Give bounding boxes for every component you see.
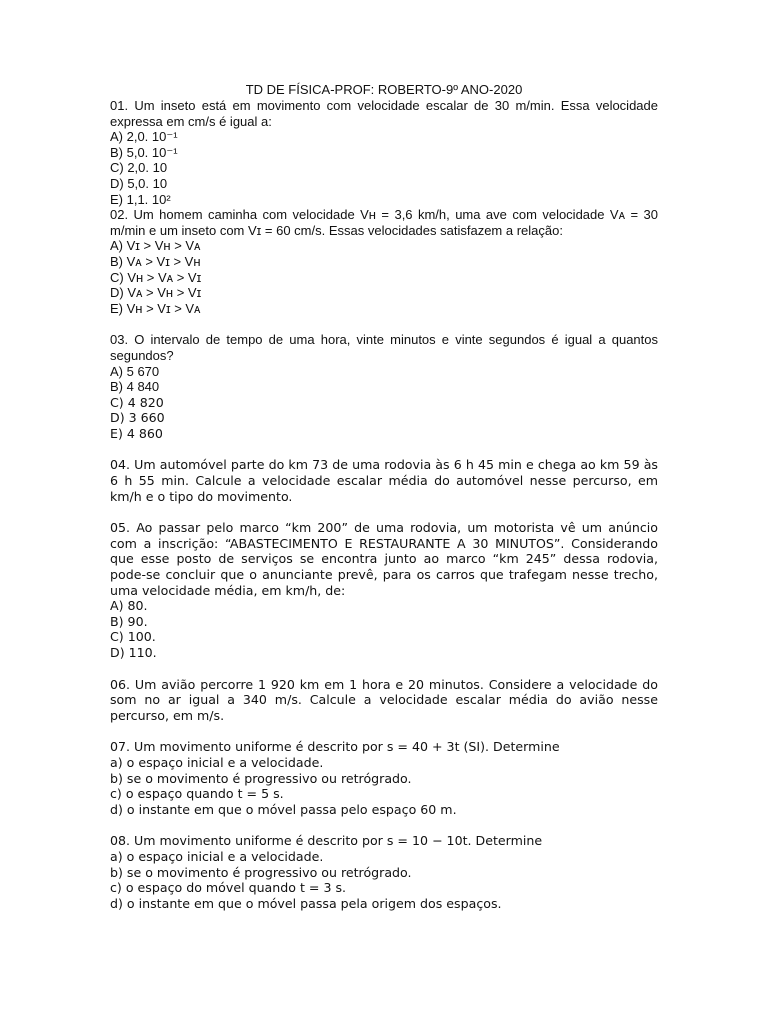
question-03	[110, 332, 658, 441]
question-02-stem: 02. Um homem caminha com velocidade Vʜ = 3,6 km/h, uma ave com velocidade Vᴀ = 30 m/min e um inseto com Vɪ = 60 cm/s. Essas velocidades satisfazem a relação:	[110, 207, 658, 238]
question-01	[110, 98, 658, 207]
spacer	[110, 316, 658, 332]
question-02-option-b: B) Vᴀ > Vɪ > Vʜ	[110, 253, 201, 269]
question-06-stem: 06. Um avião percorre 1 920 km em 1 hora e 20 minutos. Considere a velocidade do som no ar igual a 340 m/s. Calcule a velocidade escalar média do avião nesse percurso, em m/s.	[110, 676, 658, 723]
question-01-option-c: C) 2,0. 10	[110, 160, 168, 176]
worksheet-page	[110, 82, 658, 911]
question-05-option-c: C) 100.	[110, 629, 156, 645]
question-08-item-d: d) o instante em que o móvel passa pela origem dos espaços.	[110, 895, 502, 911]
question-07-item-b: b) se o movimento é progressivo ou retrógrado.	[110, 770, 412, 786]
question-08-item-b: b) se o movimento é progressivo ou retrógrado.	[110, 864, 412, 880]
question-02-option-a: A) Vɪ > Vʜ > Vᴀ	[110, 238, 201, 254]
question-07-item-d: d) o instante em que o móvel passa pelo espaço 60 m.	[110, 801, 457, 817]
question-07-stem: 07. Um movimento uniforme é descrito por s = 40 + 3t (SI). Determine	[110, 739, 560, 755]
document-title: TD DE FÍSICA-PROF: ROBERTO-9º ANO-2020	[245, 82, 523, 97]
question-08-stem: 08. Um movimento uniforme é descrito por s = 10 − 10t. Determine	[110, 833, 543, 849]
question-02-option-e: E) Vʜ > Vɪ > Vᴀ	[110, 300, 201, 316]
question-07	[110, 739, 658, 817]
question-03-stem: 03. O intervalo de tempo de uma hora, vinte minutos e vinte segundos é igual a quantos segundos?	[110, 332, 658, 363]
question-04	[110, 457, 658, 504]
spacer	[110, 661, 658, 677]
question-01-option-e: E) 1,1. 10²	[110, 191, 171, 207]
question-04-stem: 04. Um automóvel parte do km 73 de uma rodovia às 6 h 45 min e chega ao km 59 às 6 h 55 min. Calcule a velocidade escalar média do automóvel nesse percurso, em km/h e o tipo do movimento.	[110, 457, 658, 504]
question-08-item-a: a) o espaço inicial e a velocidade.	[110, 848, 324, 864]
question-01-option-b: B) 5,0. 10⁻¹	[110, 144, 178, 160]
question-03-option-e: E) 4 860	[110, 425, 163, 441]
question-05-stem: 05. Ao passar pelo marco “km 200” de uma rodovia, um motorista vê um anúncio com a inscrição: “ABASTECIMENTO E RESTAURANTE A 30 MINUTOS”. Considerando que esse posto de serviços se encontra junto ao marco “km 245” dessa rodovia, pode-se concluir que o anunciante prevê, para os carros que trafegam nesse trecho, uma velocidade média, em km/h, de:	[110, 520, 658, 598]
question-05-option-d: D) 110.	[110, 645, 157, 660]
spacer	[110, 441, 658, 457]
question-07-item-c: c) o espaço quando t = 5 s.	[110, 786, 284, 802]
question-01-stem: 01. Um inseto está em movimento com velocidade escalar de 30 m/min. Essa velocidade expressa em cm/s é igual a:	[110, 98, 658, 129]
question-01-option-a: A) 2,0. 10⁻¹	[110, 129, 178, 145]
question-05-option-a: A) 80.	[110, 598, 148, 614]
question-06	[110, 677, 658, 724]
question-02-option-d: D) Vᴀ > Vʜ > Vɪ	[110, 285, 202, 301]
question-05	[110, 520, 658, 660]
spacer	[110, 504, 658, 520]
question-08-item-c: c) o espaço do móvel quando t = 3 s.	[110, 880, 347, 896]
question-05-option-b: B) 90.	[110, 613, 148, 629]
question-02-option-c: C) Vʜ > Vᴀ > Vɪ	[110, 269, 202, 285]
question-01-option-d: D) 5,0. 10	[110, 175, 168, 191]
spacer	[110, 723, 658, 739]
question-03-option-a: A) 5 670	[110, 363, 160, 379]
question-07-item-a: a) o espaço inicial e a velocidade.	[110, 754, 324, 770]
question-02	[110, 207, 658, 316]
spacer	[110, 817, 658, 833]
question-03-option-c: C) 4 820	[110, 394, 164, 410]
question-08	[110, 833, 658, 911]
question-03-option-d: D) 3 660	[110, 410, 165, 426]
question-03-option-b: B) 4 840	[110, 379, 160, 395]
